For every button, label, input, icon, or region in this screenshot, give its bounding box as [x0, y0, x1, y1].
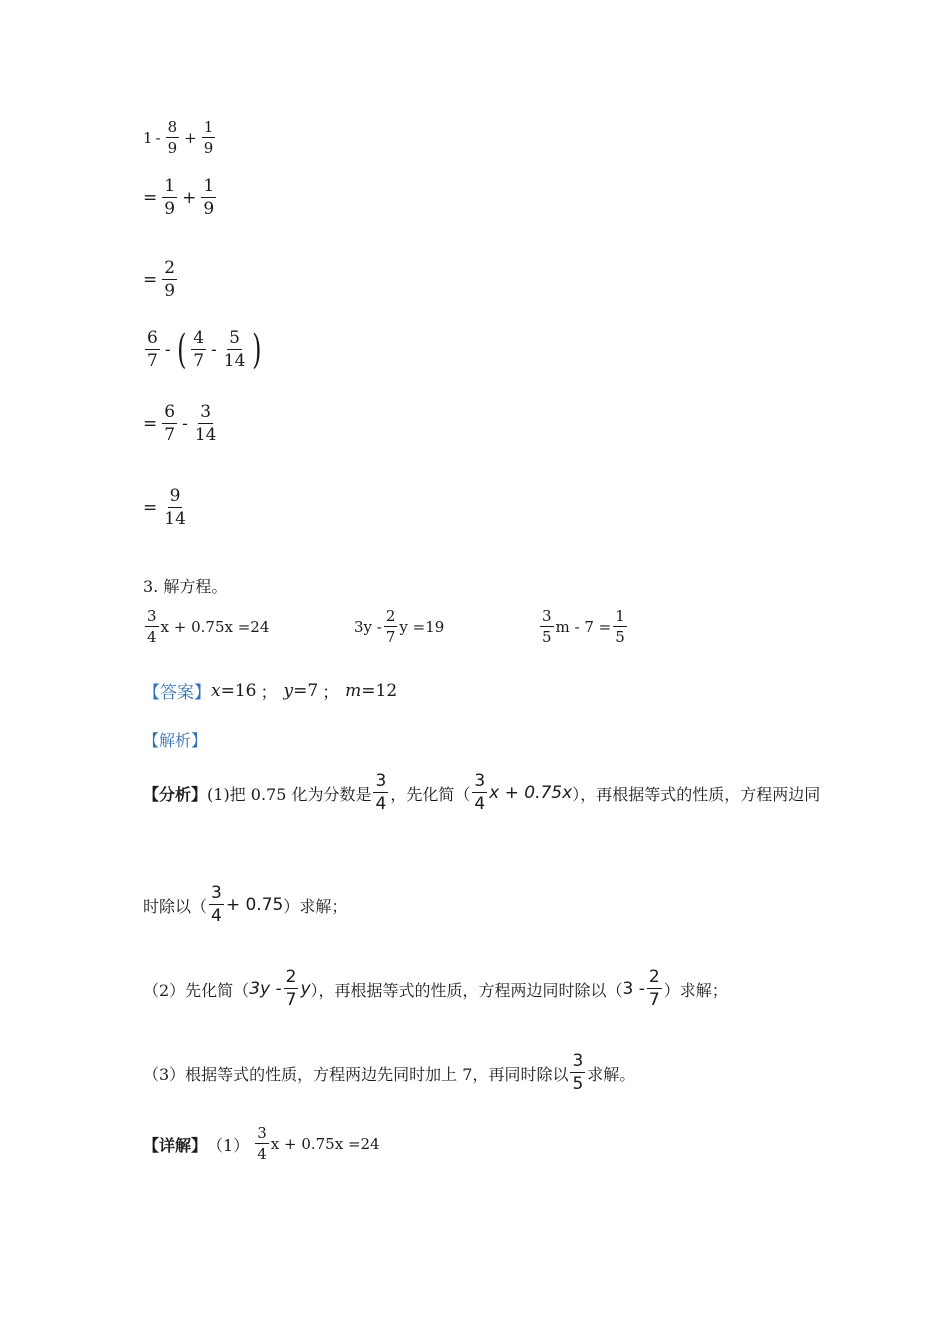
numerator: 6	[147, 328, 158, 348]
numerator: 2	[164, 258, 176, 278]
denominator: 7	[285, 990, 297, 1010]
right-paren: )	[252, 327, 262, 373]
operator: -	[164, 340, 171, 360]
operator: +	[182, 188, 197, 208]
paragraph-text: 求解。	[587, 1064, 636, 1084]
fraction	[472, 773, 487, 813]
numerator: 3	[375, 771, 387, 791]
left-paren: (	[176, 327, 187, 373]
calc2-line3	[143, 488, 190, 528]
equation-text: x + 0.75x =24	[270, 1135, 380, 1153]
fraction	[162, 178, 177, 218]
detail-line	[143, 1126, 380, 1162]
math-expression: 3 -	[622, 979, 645, 999]
denominator: 9	[167, 139, 178, 157]
denominator: 7	[147, 351, 158, 371]
numerator: 3	[200, 402, 212, 422]
denominator: 4	[211, 906, 222, 926]
fraction	[209, 885, 224, 925]
numerator: 3	[257, 1124, 267, 1142]
denominator: 9	[203, 199, 215, 219]
paragraph-text: ）求解；	[283, 896, 348, 916]
fraction	[191, 330, 206, 370]
fenxi-label: 【分析】	[143, 784, 208, 804]
calc1-line3	[143, 260, 179, 300]
denominator: 5	[572, 1074, 584, 1094]
denominator: 4	[257, 1145, 267, 1163]
answer-label: 【答案】	[143, 683, 211, 703]
numerator: 1	[164, 176, 176, 196]
paragraph-text: (1)把 0.75 化为分数是	[207, 784, 372, 804]
operator: +	[184, 129, 197, 147]
denominator: 4	[474, 794, 486, 814]
fraction	[162, 404, 177, 444]
fraction	[255, 1126, 269, 1162]
numerator: 6	[164, 402, 176, 422]
separator: ；	[322, 683, 340, 703]
paragraph-text: ），再根据等式的性质，方程两边同时除以（	[310, 980, 623, 1000]
fraction	[647, 969, 662, 1009]
equals-sign: =	[143, 270, 158, 290]
denominator: 7	[385, 628, 396, 646]
numerator: 4	[193, 328, 205, 348]
fenxi-line4	[143, 1053, 635, 1093]
separator: ；	[260, 683, 278, 703]
fraction	[145, 609, 159, 645]
numerator: 3	[474, 771, 486, 791]
answer-value: =7	[293, 680, 319, 701]
fenxi-line1	[143, 773, 820, 813]
equals-sign: =	[143, 188, 158, 208]
numerator: 3	[147, 607, 157, 625]
fraction	[540, 609, 554, 645]
answer-line	[143, 678, 397, 703]
analysis-label	[143, 728, 207, 751]
fraction	[201, 178, 216, 218]
numerator: 2	[648, 967, 660, 987]
numerator: 2	[285, 967, 297, 987]
calc2-line1	[143, 327, 265, 373]
fenxi-line3	[143, 969, 728, 1009]
paragraph-text: 时除以（	[143, 896, 208, 916]
denominator: 14	[194, 425, 217, 445]
calc2-line2	[143, 404, 220, 444]
denominator: 14	[164, 509, 186, 529]
fraction	[373, 773, 388, 813]
fraction	[145, 330, 160, 370]
answer-value: =16	[220, 680, 257, 701]
paragraph-text: ）求解；	[663, 980, 728, 1000]
fraction	[570, 1053, 585, 1093]
calc1-line1	[143, 120, 217, 156]
answer-value: =12	[361, 680, 398, 701]
numerator: 3	[542, 607, 552, 625]
denominator: 4	[147, 628, 157, 646]
question-title: 3. 解方程。	[143, 577, 228, 596]
variable: x	[211, 680, 221, 701]
fraction	[222, 330, 248, 370]
fraction	[162, 488, 188, 528]
analysis-label-text: 【解析】	[143, 731, 208, 750]
equals-sign: =	[143, 498, 158, 518]
numerator: 3	[211, 883, 222, 903]
denominator: 9	[164, 199, 176, 219]
denominator: 5	[615, 628, 625, 646]
number: 1	[143, 129, 153, 147]
numerator: 2	[385, 607, 396, 625]
math-expression: x + 0.75x	[489, 783, 573, 803]
denominator: 9	[203, 139, 214, 157]
numerator: 1	[615, 607, 625, 625]
paragraph-text: （2）先化简（	[143, 980, 250, 1000]
equals-sign: =	[143, 414, 158, 434]
denominator: 4	[375, 794, 387, 814]
numerator: 1	[203, 118, 214, 136]
calc1-line2	[143, 178, 218, 218]
variable: m	[345, 680, 362, 701]
operator: -	[211, 340, 217, 360]
denominator: 7	[648, 990, 660, 1010]
fraction	[384, 609, 398, 645]
equation-text: x + 0.75x =24	[160, 618, 270, 636]
denominator: 14	[223, 351, 246, 371]
numerator: 5	[229, 328, 240, 348]
denominator: 7	[164, 425, 176, 445]
numerator: 1	[203, 176, 215, 196]
operator: -	[182, 414, 188, 434]
fenxi-line2	[143, 885, 347, 925]
math-expression: 3y -	[249, 979, 282, 999]
question3-title	[143, 574, 227, 597]
detail-label: 【详解】	[143, 1135, 208, 1155]
paragraph-text: （3）根据等式的性质，方程两边先同时加上 7，再同时除以	[143, 1064, 569, 1084]
fraction	[613, 609, 627, 645]
numerator: 9	[169, 486, 181, 506]
operator: -	[155, 129, 161, 147]
denominator: 9	[164, 281, 176, 301]
math-expression: + 0.75	[225, 895, 284, 915]
equation-text: m - 7 =	[555, 618, 612, 636]
fraction	[166, 120, 180, 156]
equation-text: 3y -	[354, 618, 382, 636]
numerator: 8	[167, 118, 178, 136]
numerator: 3	[572, 1051, 584, 1071]
denominator: 5	[542, 628, 552, 646]
paragraph-text: ，先化简（	[390, 784, 471, 804]
equation-text: y =19	[399, 618, 445, 636]
fraction	[202, 120, 216, 156]
paragraph-text: ），再根据等式的性质，方程两边同	[572, 784, 821, 804]
question3-eq2	[354, 609, 444, 645]
question3-eq1	[143, 609, 269, 645]
denominator: 7	[193, 351, 205, 371]
fraction	[193, 404, 219, 444]
fraction	[162, 260, 177, 300]
question3-eq3	[538, 609, 629, 645]
math-expression: y	[300, 979, 311, 999]
fraction	[284, 969, 299, 1009]
variable: y	[283, 680, 294, 701]
item-number: （1）	[207, 1135, 250, 1155]
